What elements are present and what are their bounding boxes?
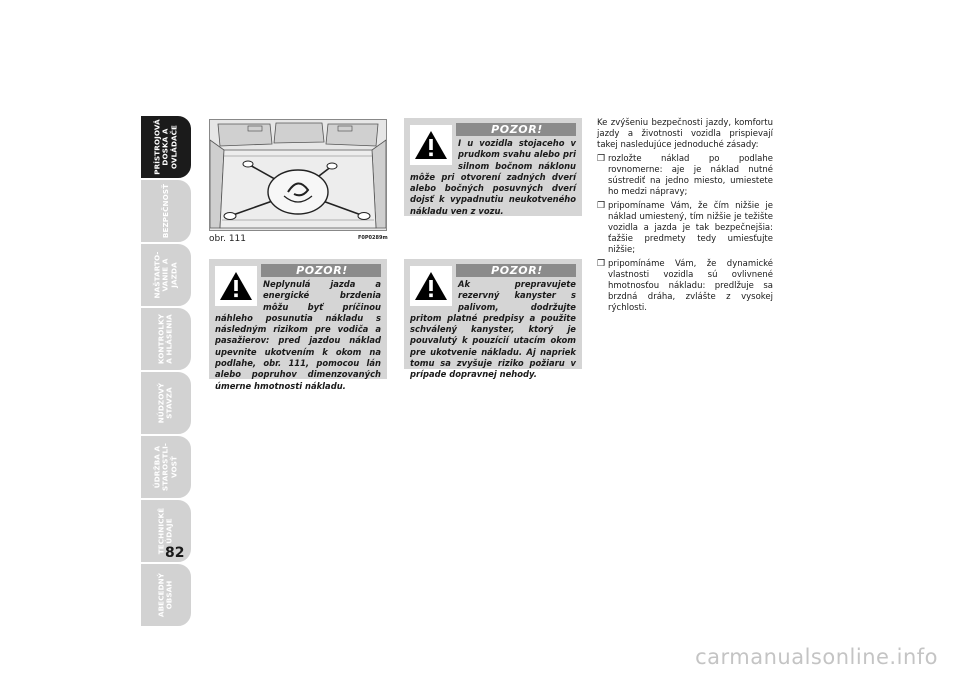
list-item-text: pripomíname Vám, že čím nižšie je náklad umiestený, tím nižšie je težište vozidla a jazda je tak bezpečnejšia: ťažšie predmety tedy umiesťujte nižšie; (608, 201, 773, 255)
list-item-text: pripomínáme Vám, že dynamické vlastnosti vozidla sú ovlivnené hmotnosťou nákladu: predlžuje sa brzdná dráha, zvlášte z vysokej rýchlosti. (608, 259, 773, 313)
warning-box-slope (404, 118, 582, 216)
warning-title: POZOR! (261, 264, 381, 277)
watermark: carmanualsonline.info (695, 645, 938, 669)
warning-text: Neplynulá jazda a energické brzdenia môžu byť príčinou náhleho posunutia nákladu s následným rizikom pre vodiča a pasažierov: pred jazdou náklad upevnite ukotvením k okom na podlahe, obr. 111, pomocou lán alebo popruhov dimenzovaných úmerne hmotnosti nákladu. (215, 279, 381, 391)
warning-title: POZOR! (456, 123, 576, 136)
figure-code: F0P0289m (358, 235, 388, 241)
intro-paragraph: Ke zvýšeniu bezpečnosti jazdy, komfortu jazdy a životnosti vozidla prispievají takej nasledujúce jednoduché zásady: (597, 118, 773, 150)
figure-caption: obr. 111 (209, 234, 246, 244)
warning-title: POZOR! (456, 264, 576, 277)
tab-kontrolky[interactable] (140, 307, 192, 371)
tab-label: TECHNICKÉ ÚDAJE (156, 507, 174, 555)
tab-abecedny-obsah[interactable] (140, 563, 192, 627)
tab-label: KONTROLKY A HLÁSENIA (156, 313, 174, 365)
cargo-floor-illustration (209, 119, 387, 231)
tab-label: NÚDZOVÝ STAVZA (156, 382, 174, 424)
list-item (597, 259, 773, 314)
warning-triangle-icon (410, 125, 452, 165)
tab-label: ÚDRŽBA A STAROSTLI- VOSŤ (152, 442, 179, 492)
checkbox-bullet-icon: ❒ (597, 201, 606, 211)
warning-text: Ak prepravujete rezervný kanyster s palivom, dodržujte pritom platné predpisy a použite schválený kanyster, ktorý je pouvalutý k pouzícií utacím okom pre ukotvenie nákladu. Aj napriek tomu sa zvyšuje riziko požiaru v prípade dopravnej nehody. (410, 279, 576, 380)
checkbox-bullet-icon: ❒ (597, 259, 606, 269)
load-guidelines (597, 118, 773, 317)
tab-udrzba[interactable] (140, 435, 192, 499)
tab-label: NAŠTARTO- VANIE A JAZDA (152, 251, 179, 299)
page-number: 82 (165, 545, 185, 561)
warning-triangle-icon (215, 266, 257, 306)
list-item (597, 201, 773, 256)
warning-triangle-icon (410, 266, 452, 306)
list-item (597, 154, 773, 198)
tab-label: PRÍSTROJOVÁ DOSKA A OVLÁDAČE (152, 119, 179, 175)
tab-nastartovanie[interactable] (140, 243, 192, 307)
warning-box-load-shift (209, 259, 387, 391)
tab-label: ABECEDNÝ OBSAH (156, 572, 174, 618)
tab-bezpecnost[interactable] (140, 179, 192, 243)
tab-nudzovy-stav[interactable] (140, 371, 192, 435)
checkbox-bullet-icon: ❒ (597, 154, 606, 164)
warning-box-fuel-canister (404, 259, 582, 380)
warning-text: I u vozidla stojaceho v prudkom svahu alebo pri silnom bočnom náklonu môže pri otvorení zadných dverí alebo bočných posuvných dverí dojsť k vypadnutiu neukotveného nákladu ven z vozu. (410, 138, 576, 216)
tab-pristrojova-doska[interactable] (140, 115, 192, 179)
tab-label: BEZPEČNOSŤ (160, 183, 170, 239)
list-item-text: rozložte náklad po podlahe rovnomerne: aje je náklad nutné sústrediť na jedno miesto, umiestete ho medzi nápravy; (608, 154, 773, 197)
